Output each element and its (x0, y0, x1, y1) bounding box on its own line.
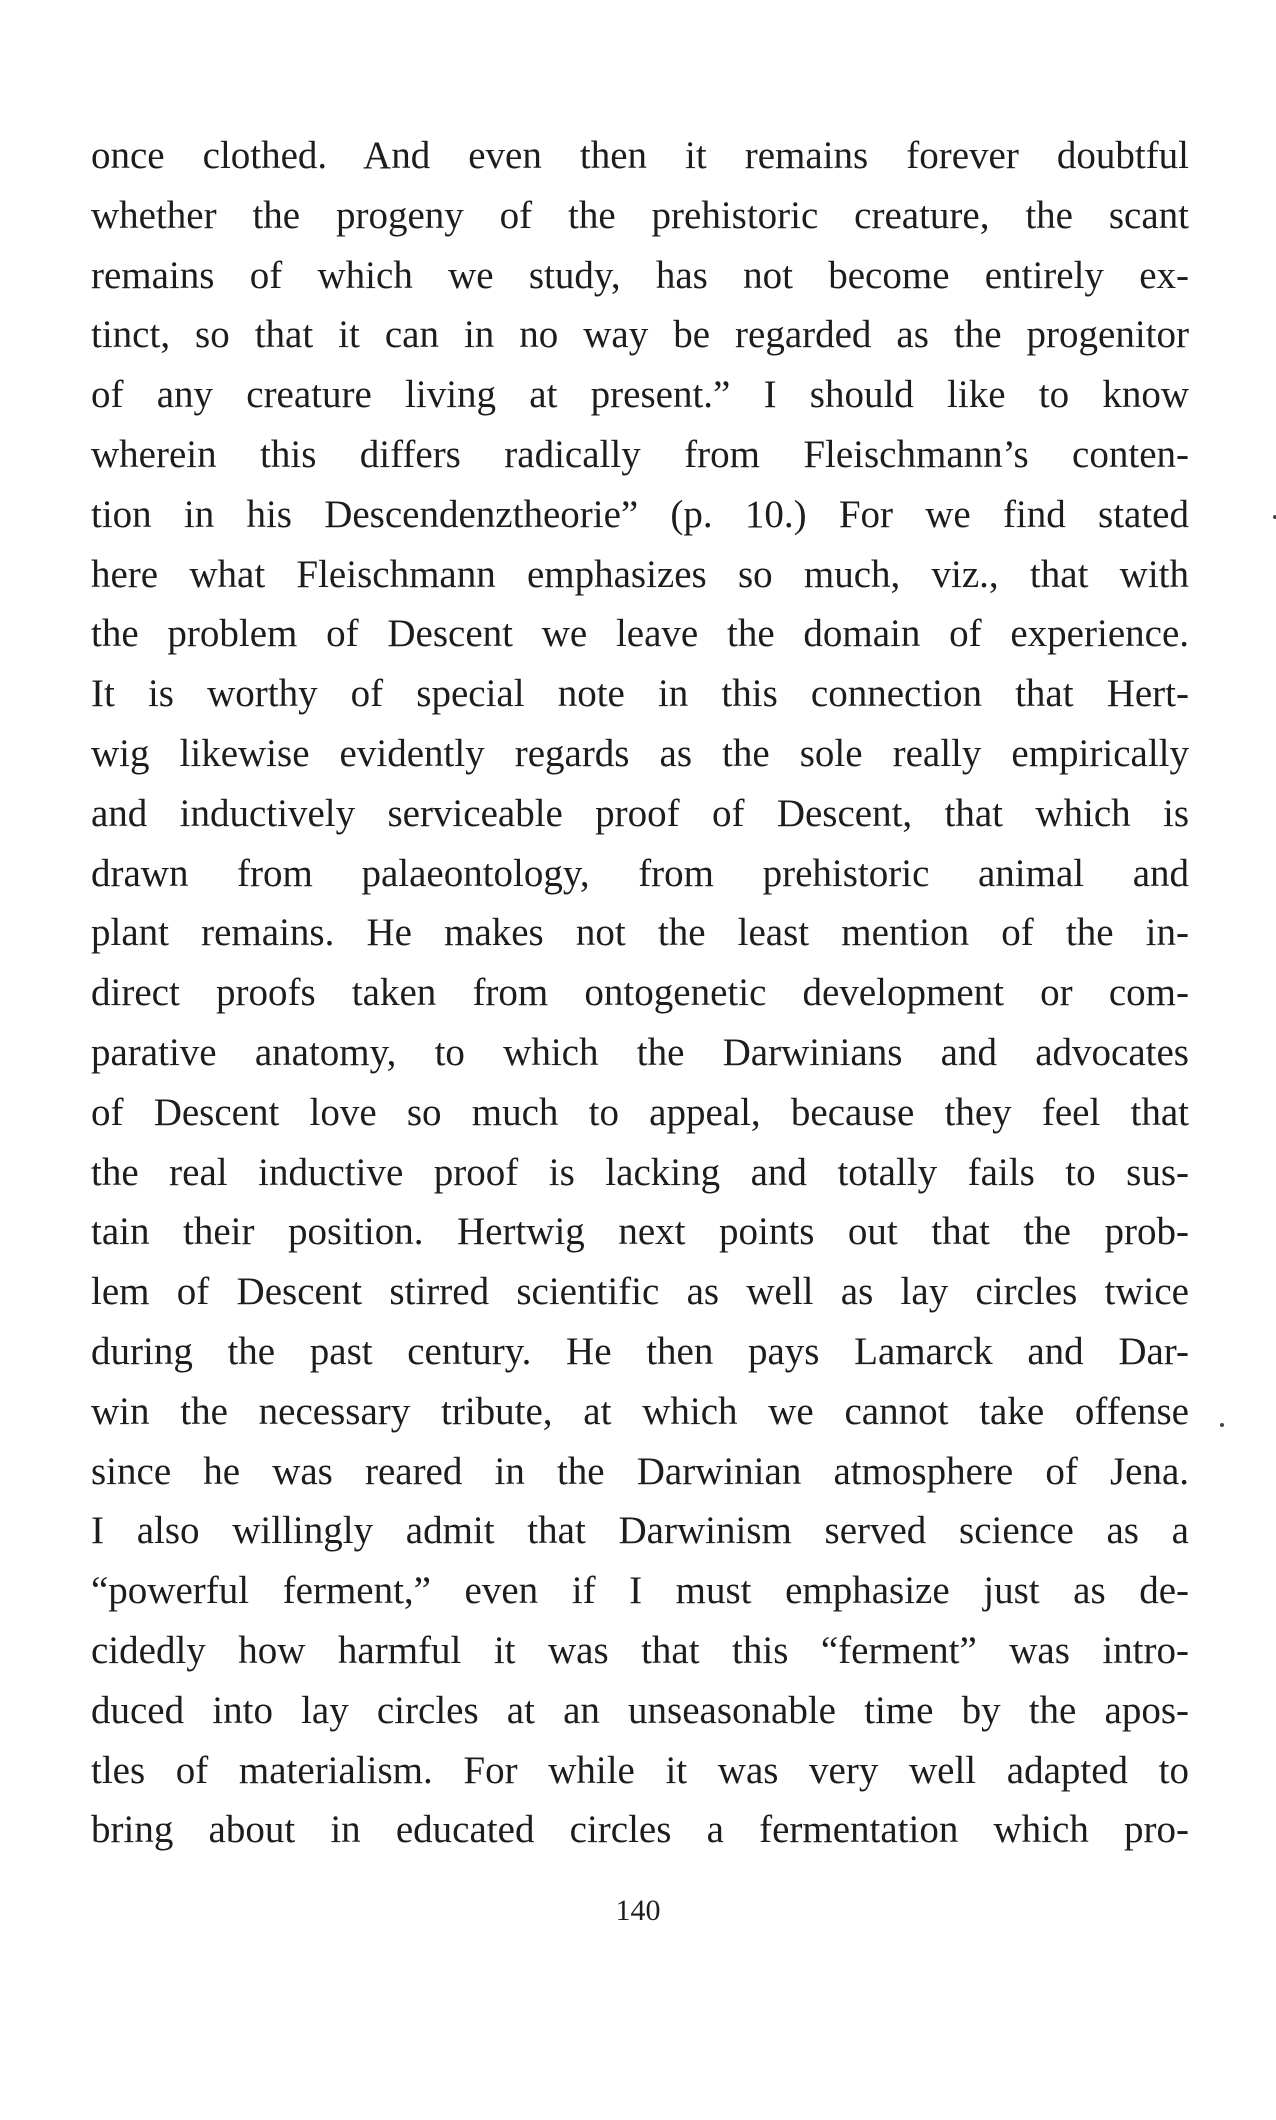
text-line: the real inductive proof is lacking and totally fails to sus- (91, 1150, 1189, 1194)
body-text (91, 126, 1189, 1860)
text-line: parative anatomy, to which the Darwinians and advocates (91, 1030, 1189, 1074)
text-line: remains of which we study, has not become entirely ex- (91, 253, 1189, 297)
text-line: here what Fleischmann emphasizes so much, viz., that with (91, 552, 1189, 596)
text-line: whether the progeny of the prehistoric creature, the scant (91, 193, 1189, 237)
text-line: lem of Descent stirred scientific as well as lay circles twice (91, 1270, 1189, 1314)
text-line: wherein this differs radically from Fleischmann’s conten- (91, 432, 1189, 476)
text-line: and inductively serviceable proof of Descent, that which is (91, 791, 1189, 835)
text-line: tinct, so that it can in no way be regarded as the progenitor (91, 313, 1189, 357)
text-line: I also willingly admit that Darwinism served science as a (91, 1509, 1189, 1553)
text-line: plant remains. He makes not the least mention of the in- (91, 911, 1189, 955)
text-line: bring about in educated circles a fermentation which pro- (91, 1808, 1189, 1852)
text-line: win the necessary tribute, at which we cannot take offense (91, 1389, 1189, 1433)
text-line: drawn from palaeontology, from prehistoric animal and (91, 851, 1189, 895)
margin-speck (1220, 1423, 1224, 1427)
text-line: tles of materialism. For while it was very well adapted to (91, 1748, 1189, 1792)
text-line: since he was reared in the Darwinian atmosphere of Jena. (91, 1449, 1189, 1493)
text-line: cidedly how harmful it was that this “ferment” was intro- (91, 1628, 1189, 1672)
text-line: once clothed. And even then it remains forever doubtful (91, 134, 1189, 177)
text-line: It is worthy of special note in this connection that Hert- (91, 672, 1189, 716)
text-line: tain their position. Hertwig next points out that the prob- (91, 1210, 1189, 1254)
text-line: tion in his Descendenztheorie” (p. 10.) For we find stated (91, 492, 1189, 536)
text-line: “powerful ferment,” even if I must emphasize just as de- (91, 1569, 1189, 1613)
text-line: during the past century. He then pays Lamarck and Dar- (91, 1329, 1189, 1373)
text-line: direct proofs taken from ontogenetic development or com- (91, 971, 1189, 1015)
page-number: 140 (615, 1894, 661, 1927)
text-line: duced into lay circles at an unseasonable time by the apos- (91, 1688, 1189, 1732)
text-line: wig likewise evidently regards as the sole really empirically (91, 731, 1189, 775)
text-line: of any creature living at present.” I should like to know (91, 373, 1189, 417)
text-line: of Descent love so much to appeal, because they feel that (91, 1090, 1189, 1134)
text-line: the problem of Descent we leave the domain of experience. (91, 612, 1189, 656)
